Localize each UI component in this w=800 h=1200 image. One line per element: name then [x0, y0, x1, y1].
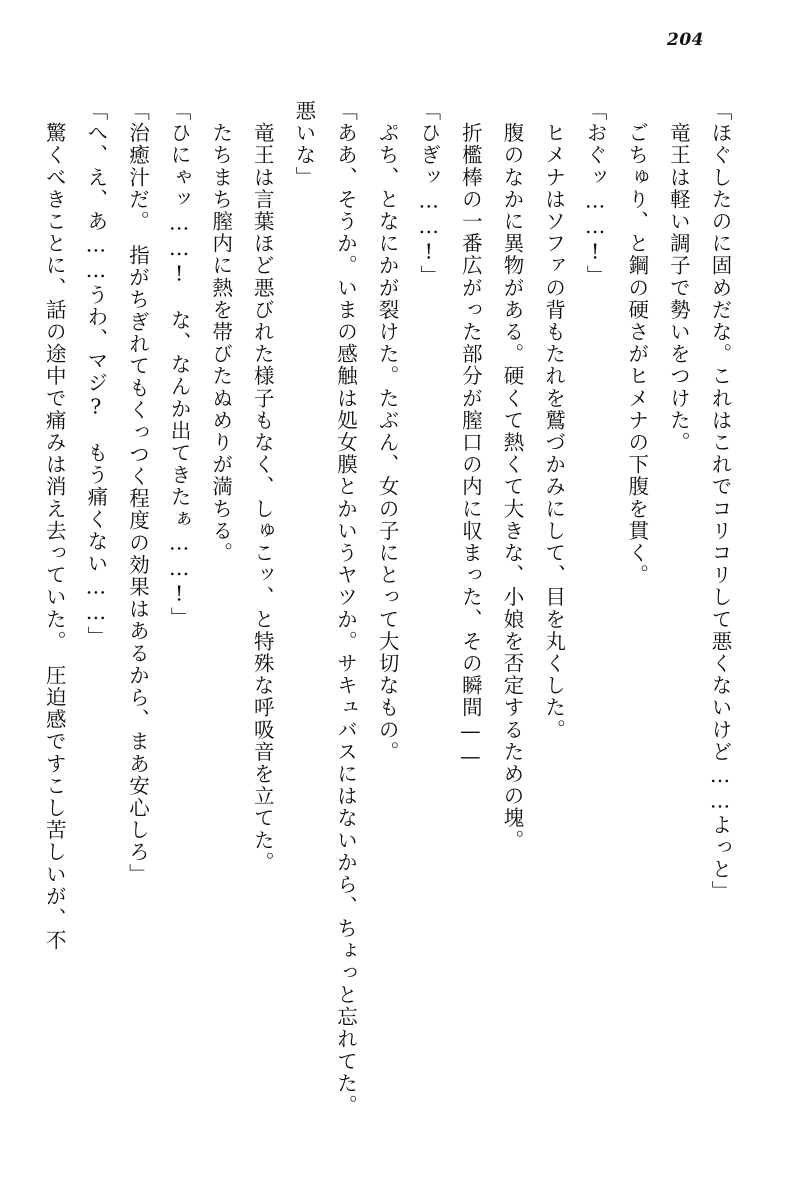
- paragraph: ぷち、となにかが裂けた。たぶん、女の子にとって大切なもの。: [375, 100, 400, 763]
- paragraph: ヒメナはソファの背もたれを鷲づかみにして、目を丸くした。: [541, 100, 566, 741]
- page-number: 204: [667, 30, 704, 50]
- paragraph: 「ひぎッ……!」: [416, 100, 441, 288]
- paragraph: 驚くべきことに、話の途中で痛みは消え去っていた。 圧迫感ですこし苦しいが、不: [42, 100, 67, 952]
- paragraph: 竜王は言葉ほど悪びれた様子もなく、しゅこッ、と特殊な呼吸音を立てた。: [250, 100, 275, 874]
- paragraph: たちまち膣内に熱を帯びたぬめりが満ちる。: [208, 100, 233, 565]
- paragraph: 「ひにゃッ……! な、なんか出てきたぁ……!」: [167, 100, 192, 630]
- paragraph: 腹のなかに異物がある。硬くて熱くて大きな、小娘を否定するための塊。: [499, 100, 524, 852]
- paragraph: 「へ、え、あ……うわ、マジ? もう痛くない……」: [83, 100, 108, 648]
- paragraph: ごちゅり、と鋼の硬さがヒメナの下腹を貫く。: [624, 100, 649, 587]
- paragraph: 「ああ、そうか。いまの感触は処女膜とかいうヤツか。サキュバスにはないから、ちょっと忘れてた。 悪いな」: [291, 100, 358, 1129]
- paragraph: 「おぐッ……!」: [583, 100, 608, 288]
- page-text-body: [42, 100, 740, 1130]
- paragraph: 竜王は軽い調子で勢いをつけた。: [666, 100, 691, 454]
- paragraph: 「ほぐしたのに固めだな。これはこれでコリコリして悪くないけど……よっと」: [708, 100, 732, 903]
- paragraph: 折檻棒の一番広がった部分が膣口の内に収まった、その瞬間——: [458, 100, 483, 770]
- paragraph: 「治癒汁だ。 指がちぎれてもくっつく程度の効果はあるから、まあ安心しろ」: [125, 100, 150, 886]
